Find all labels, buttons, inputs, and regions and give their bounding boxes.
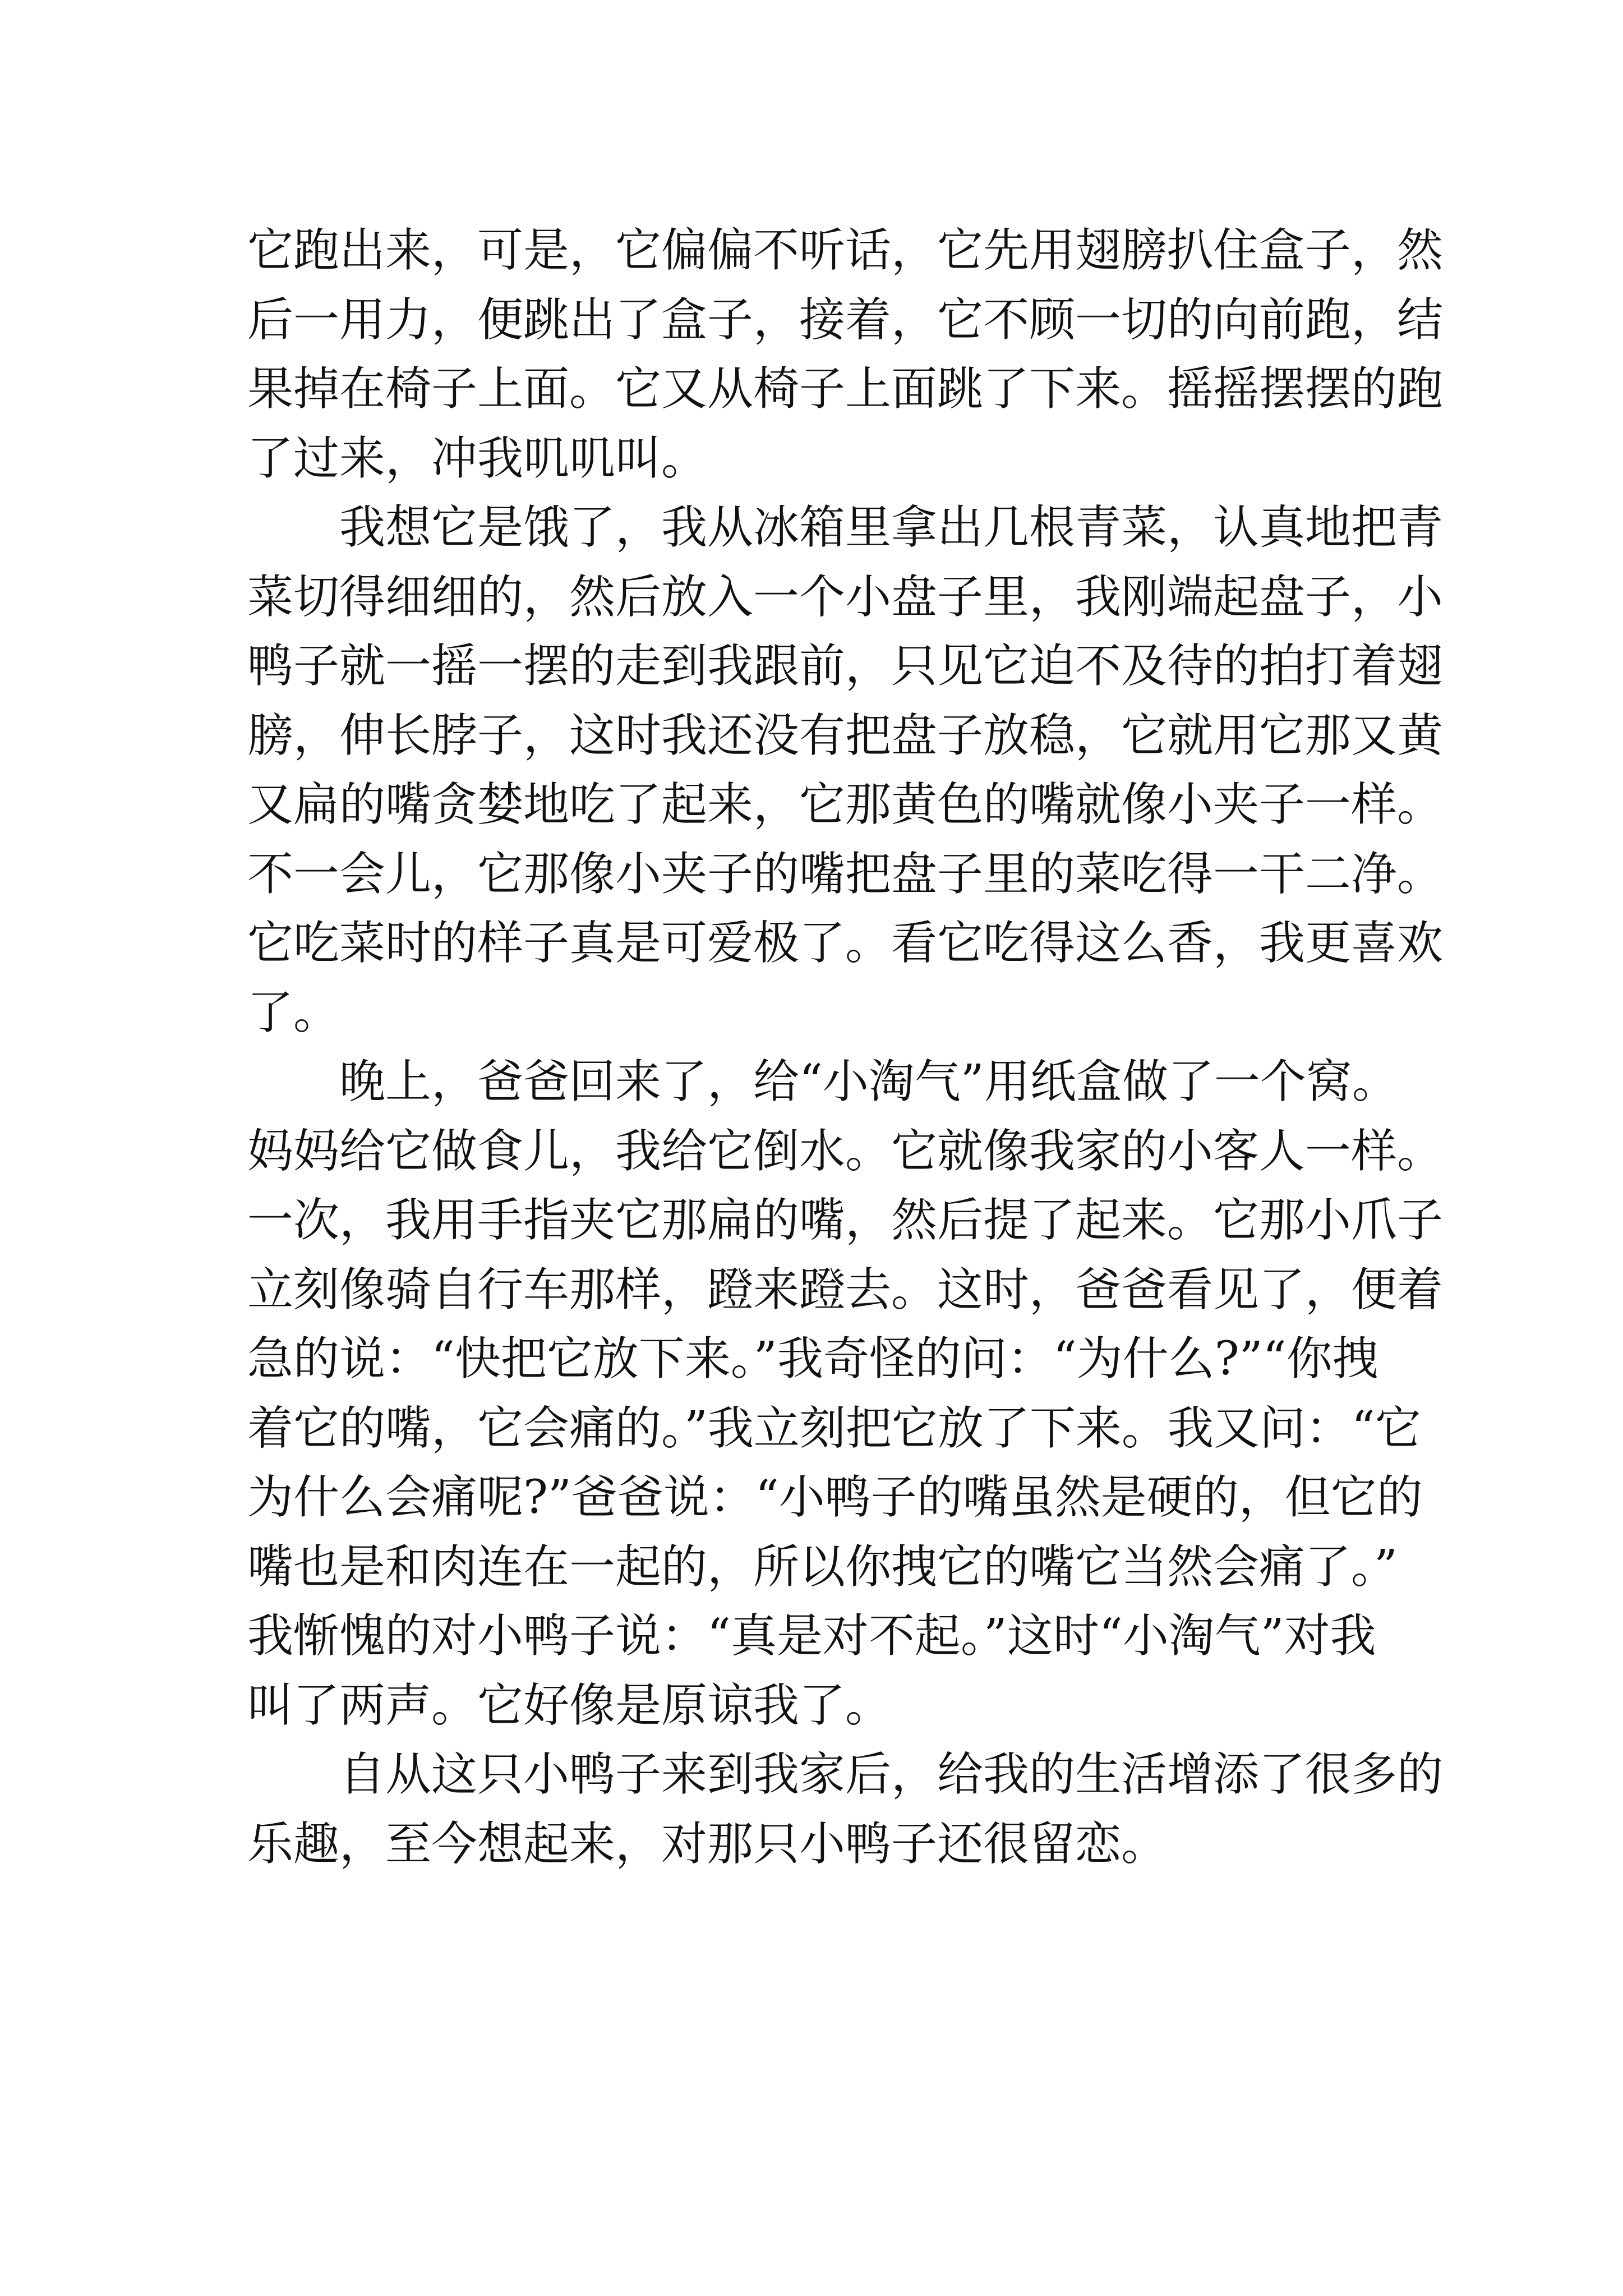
text-line: 鸭子就一摇一摆的走到我跟前，只见它迫不及待的拍打着翅 xyxy=(247,639,1444,693)
text-line: 它跑出来，可是，它偏偏不听话，它先用翅膀扒住盒子，然 xyxy=(247,224,1444,277)
text-line: 又扁的嘴贪婪地吃了起来，它那黄色的嘴就像小夹子一样。 xyxy=(247,778,1444,831)
text-line: 自从这只小鸭子来到我家后，给我的生活增添了很多的 xyxy=(247,1748,1444,1801)
text-line: 妈妈给它做食儿，我给它倒水。它就像我家的小客人一样。 xyxy=(247,1124,1444,1178)
text-line: 一次，我用手指夹它那扁的嘴，然后提了起来。它那小爪子 xyxy=(247,1194,1444,1247)
text-line: 乐趣，至今想起来，对那只小鸭子还很留恋。 xyxy=(247,1817,1168,1871)
text-line: 膀，伸长脖子，这时我还没有把盘子放稳，它就用它那又黄 xyxy=(247,708,1444,762)
text-line: 了。 xyxy=(247,986,340,1039)
text-line: 菜切得细细的，然后放入一个小盘子里，我刚端起盘子，小 xyxy=(247,570,1444,624)
text-line: 后一用力，便跳出了盒子，接着，它不顾一切的向前跑，结 xyxy=(247,293,1444,347)
text-line: 我惭愧的对小鸭子说：“真是对不起。”这时“小淘气”对我 xyxy=(247,1609,1376,1663)
text-line: 果掉在椅子上面。它又从椅子上面跳了下来。摇摇摆摆的跑 xyxy=(247,362,1444,416)
text-line: 不一会儿，它那像小夹子的嘴把盘子里的菜吃得一干二净。 xyxy=(247,847,1444,901)
text-line: 叫了两声。它好像是原谅我了。 xyxy=(247,1678,892,1732)
text-line: 为什么会痛呢?”爸爸说：“小鸭子的嘴虽然是硬的，但它的 xyxy=(247,1471,1423,1524)
body-text xyxy=(247,216,1444,1879)
text-line: 晚上，爸爸回来了，给“小淘气”用纸盒做了一个窝。 xyxy=(247,1055,1398,1108)
text-line: 我想它是饿了，我从冰箱里拿出几根青菜，认真地把青 xyxy=(247,501,1444,554)
text-line: 急的说：“快把它放下来。”我奇怪的问：“为什么?”“你拽 xyxy=(247,1332,1378,1386)
text-line: 它吃菜时的样子真是可爱极了。看它吃得这么香，我更喜欢 xyxy=(247,917,1444,970)
text-line: 立刻像骑自行车那样，蹬来蹬去。这时，爸爸看见了，便着 xyxy=(247,1263,1444,1317)
text-line: 了过来，冲我叽叽叫。 xyxy=(247,431,708,485)
text-line: 嘴也是和肉连在一起的，所以你拽它的嘴它当然会痛了。” xyxy=(247,1540,1398,1594)
text-line: 着它的嘴，它会痛的。”我立刻把它放了下来。我又问：“它 xyxy=(247,1401,1421,1455)
